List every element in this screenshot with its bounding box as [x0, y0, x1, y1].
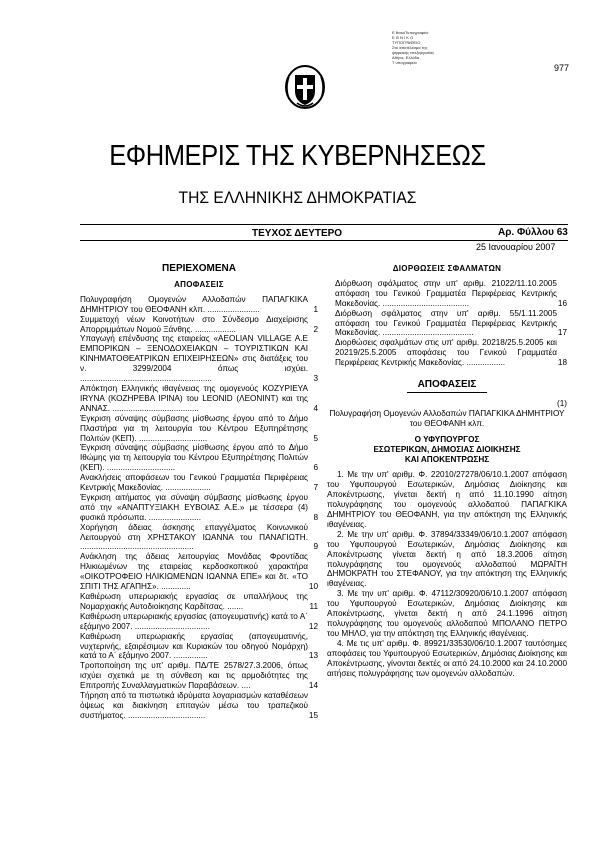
sheet-number: Αρ. Φύλλου 63: [498, 227, 568, 238]
contents-entry: [80, 552, 318, 592]
contents-entry-page: 15: [308, 710, 318, 720]
stamp-line: Αθήνα, Ελλάδα: [392, 55, 420, 60]
contents-entry: [80, 414, 318, 444]
contents-entry-page: 11: [309, 601, 318, 611]
contents-entry: [80, 661, 318, 691]
authority-line-3: ΚΑΙ ΑΠΟΚΕΝΤΡΩΣΗΣ: [404, 454, 490, 464]
contents-entry-page: 10: [308, 582, 318, 592]
contents-entry-page: 14: [308, 681, 318, 691]
decision-subject: Πολυγραφήση Ομογενών Αλλοδαπών ΠΑΠΑΓΚΙΚΑ ΔΗΜΗΤΡΙΟΥ του ΘΕΟΦΑΝΗ κλπ.: [329, 408, 565, 428]
stamp-line: Ε θνικόΤυπογραφείο: [392, 30, 429, 35]
page-number: 977: [554, 63, 570, 73]
contents-entry: [80, 523, 318, 553]
contents-entry-text: Τήρηση από τα πιστωτικά ιδρύματα λογαριασμών καταθέσεων όψεως και διακίνηση επιταγών μέσω του τραπεζικού συστήματος. ..................................: [80, 691, 308, 720]
authority-line-1: Ο ΥΦΥΠΟΥΡΓΟΣ: [414, 434, 480, 444]
contents-column: [80, 262, 318, 721]
correction-entry-text: Διόρθωση σφάλματος στην υπ' αριθμ. 21022/11.10.2005 απόφαση του Γενικού Γραμματέα Περιφέρειας Κεντρικής Μακεδονίας. ......................................: [335, 278, 557, 308]
contents-entry-page: 13: [308, 651, 318, 661]
contents-entry-page: 12: [308, 621, 318, 631]
decision-body: [327, 470, 567, 678]
contents-entry-text: Ανακλήσεις αποφάσεων του Γενικού Γραμματέα Περιφέρειας Κεντρικής Μακεδονίας. ....................: [80, 473, 308, 493]
issue-date: 25 Ιανουαρίου 2007: [476, 242, 556, 252]
contents-entry-page: 7: [313, 483, 318, 493]
correction-entry-text: Διορθώσεις σφαλμάτων στις υπ' αριθμ. 20218/25.5.2005 και 20219/25.5.2005 αποφάσεις του Γενικού Γραμματέα Περιφέρειας Κεντρικής Μακεδονίας. .................: [335, 338, 557, 368]
corrections-heading: ΔΙΟΡΘΩΣΕΙΣ ΣΦΑΛΜΑΤΩΝ: [392, 264, 502, 273]
decision-paragraph: 4. Με τις υπ' αριθμ. Φ. 89921/33530/06/10.1.2007 ταυτόσημες αποφάσεις του Υφυπουργού Εσωτερικών, Δημόσιας Διοίκησης και Αποκέντρωσης, γίνονται δεκτές οι από 24.10.2000 και 24.10.2000 αιτήσεις πολυγράφησης των ομογενών αλλοδαπών.: [327, 638, 567, 678]
contents-entry-text: Έγκριση σύναψης σύμβασης μίσθωσης έργου από το Δήμο Πλαστήρα για τη λειτουργία του Κέντρου Εξυπηρέτησης Πολιτών (ΚΕΠ). ..............................: [80, 413, 308, 443]
correction-entry-page: 18: [557, 358, 567, 368]
stamp-line: Ε Θ Ν Ι Κ Ο: [392, 35, 414, 40]
contents-entry-page: 8: [313, 512, 318, 522]
contents-entry-text: Ανάκληση της άδειας λειτουργίας Μονάδας Φροντίδας Ηλικιωμένων της εταιρείας κερδοσκοπικού χαρακτήρα «ΟΙΚΟΤΡΟΦΕΙΟ ΗΛΙΚΙΩΜΕΝΩΝ ΙΩΑΝΝΑ ΕΠΕ» και δτ. «ΤΟ ΣΠΙΤΙ ΤΗΣ ΑΓΑΠΗΣ». .............: [80, 552, 308, 592]
contents-entry-page: 2: [313, 324, 318, 334]
contents-entry: [80, 691, 318, 721]
issue-label: ΤΕΥΧΟΣ ΔΕΥΤΕΡΟ: [252, 228, 343, 239]
contents-entry-text: Συμμετοχή νέων Κοινοτήτων στο Σύνδεσμο Διαχείρισης Απορριμμάτων Νομού Ξάνθης. ..................: [80, 314, 308, 334]
contents-entry-text: Τροποποίηση της υπ' αριθμ. ΠΔ/ΤΕ 2578/27.3.2006, όπως ισχύει σχετικά με τη σύνθεση και τις αρμοδιότητες της Επιτροπής Συναλλαγματικών Παραβάσεων. ....: [80, 661, 308, 691]
contents-entry-page: 5: [313, 433, 318, 443]
contents-entry-text: Απόκτηση Ελληνικής ιθαγένειας της ομογενούς ΚΟΖΥΡΙΕΥΑ IRYNA (ΚΟΖΗΡΕΒΑ ΙΡΙΝΑ) του LEONID (ΛΕΟΝΙΝΤ) και της ΑΝΝΑΣ. ......................................: [80, 383, 308, 413]
correction-entry-page: 17: [557, 328, 567, 338]
decisions-underline: [407, 392, 487, 393]
contents-entry: [80, 443, 318, 473]
contents-entry: [80, 295, 318, 315]
correction-entry-text: Διόρθωση σφάλματος στην υπ' αριθμ. 55/1.11.2005 απόφαση του Γενικού Γραμματέα Περιφέρειας Κεντρικής Μακεδονίας. ........................................: [335, 308, 557, 338]
contents-entry: [80, 315, 318, 335]
contents-heading: ΠΕΡΙΕΧΟΜΕΝΑ: [162, 263, 236, 274]
contents-section-heading: ΑΠΟΦΑΣΕΙΣ: [174, 279, 224, 289]
contents-entry-text: Υπαγωγή επένδυσης της εταιρείας «AEOLIAN VILLAGE A.E ΕΜΠΟΡΙΚΩΝ – ΞΕΝΟΔΟΧΕΙΑΚΩΝ – ΤΟΥΡΙΣΤΙΚΩΝ ΚΑΙ ΚΙΝΗΜΑΤΟΘΕΑΤΡΙΚΩΝ ΕΠΙΧΕΙΡΗΣΕΩΝ» στις διατάξεις του ν. 3299/2004 όπως ισχύει. ..........................................................: [80, 334, 308, 384]
right-column: [327, 262, 567, 678]
corrections-list: [327, 279, 567, 368]
decisions-heading: ΑΠΟΦΑΣΕΙΣ: [417, 379, 477, 391]
contents-entry-page: 9: [313, 542, 318, 552]
contents-entry-page: 6: [313, 463, 318, 473]
contents-entry-text: Καθιέρωση υπερωριακής εργασίας σε υπαλλήλους της Νομαρχιακής Αυτοδιοίκησης Καρδίτσας. .......: [80, 592, 308, 611]
contents-entry: [80, 473, 318, 493]
correction-entry: [327, 338, 567, 368]
contents-entry-text: Έγκριση αιτήματος για σύναψη σύμβασης μίσθωσης έργου από την «ΑΝΑΠΤΥΞΙΑΚΗ ΕΥΒΟΙΑΣ Α.Ε.» με τέσσερα (4) φυσικά πρόσωπα. .......................: [80, 492, 308, 522]
decision-paragraph: 1. Με την υπ' αριθμ. Φ. 22010/27278/06/10.1.2007 απόφαση του Υφυπουργού Εσωτερικών, Δημόσιας Διοίκησης και Αποκέντρωσης, γίνεται δεκτή η από 11.10.1990 αίτηση πολυγράφησης του ομογενούς αλλοδαπού ΠΑΠΑΓΚΙΚΑ ΔΗΜΗΤΡΙΟΥ του ΘΕΟΦΑΝΗ, για την απόκτηση της Ελληνικής ιθαγένειας.: [327, 470, 567, 529]
contents-entry-text: Έγκριση σύναψης σύμβασης μίσθωσης έργου από το Δήμο Ιθώμης για τη λειτουργία του Κέντρου Εξυπηρέτησης Πολιτών (ΚΕΠ). ..............................: [80, 443, 308, 473]
contents-entry: [80, 592, 318, 612]
contents-entry-page: 4: [313, 403, 318, 413]
contents-entry: [80, 334, 318, 384]
contents-entry-text: Χορήγηση άδειας άσκησης επαγγέλματος Κοινωνικού Λειτουργού στη ΧΡΗΣΤΑΚΟΥ ΙΩΑΝΝΑ του ΠΑΝΑΓΙΩΤΗ. ..................................................: [80, 522, 308, 552]
gazette-title: ΕΦΗΜΕΡΙΣ ΤΗΣ ΚΥΒΕΡΝΗΣΕΩΣ: [109, 140, 486, 172]
contents-entry: [80, 384, 318, 414]
contents-entry-text: Καθιέρωση υπερωριακής εργασίας (απογευματινής, νυχτερινής, εξαιρέσιμων και Κυριακών του οδηγού Νομάρχη) κατά το Α΄ εξάμηνο 2007. ...............: [80, 631, 308, 661]
decision-number: (1): [556, 398, 567, 408]
top-rule: [80, 224, 568, 225]
contents-entry-page: 3: [313, 374, 318, 384]
correction-entry-page: 16: [557, 298, 567, 308]
correction-entry: [327, 279, 567, 309]
contents-entry-text: Πολυγραφήση Ομογενών Αλλοδαπών ΠΑΠΑΓΚΙΚΑ ΔΗΜΗΤΡΙΟΥ του ΘΕΟΦΑΝΗ κλπ. .......................: [80, 294, 308, 314]
contents-entry: [80, 612, 318, 632]
gazette-subtitle: ΤΗΣ ΕΛΛΗΝΙΚΗΣ ΔΗΜΟΚΡΑΤΙΑΣ: [178, 188, 417, 207]
greek-coat-of-arms-icon: [283, 63, 327, 111]
contents-list: [80, 295, 318, 721]
stamp-line: Τ υπογραφείο: [392, 60, 417, 65]
stamp-line: ψηφιακής επεξεργασίας: [392, 50, 435, 55]
printer-stamp: [392, 30, 474, 65]
decision-paragraph: 3. Με την υπ' αριθμ. Φ. 47112/30920/06/10.1.2007 απόφαση του Υφυπουργού Εσωτερικών, Δημόσιας Διοίκησης και Αποκέντρωσης, γίνεται δεκτή η από 24.1.1996 αίτηση πολυγράφησης του ομογενούς αλλοδαπού ΜΠΟΛΑΝΟ ΠΕΤΡΟ του ΜΗΛΟ, για την απόκτηση της Ελληνικής ιθαγένειας.: [327, 589, 567, 638]
correction-entry: [327, 309, 567, 339]
contents-entry: [80, 493, 318, 523]
stamp-line: ΤΥΠΟΓΡΑΦΕΙΟ: [392, 40, 421, 45]
decision-paragraph: 2. Με την υπ' αριθμ. Φ. 37894/33349/06/10.1.2007 απόφαση του Υφυπουργού Εσωτερικών, Δημόσιας Διοίκησης και Αποκέντρωσης γίνεται δεκτή η από 18.3.2006 αίτηση πολυγράφησης του ομογενούς αλλοδαπού ΜΩΡΑΪΤΗ ΔΗΜΟΚΡΑΤΗ του ΣΤΕΦΑΝΟΥ, για την απόκτηση της Ελληνικής ιθαγένειας.: [327, 529, 567, 589]
authority-line-2: ΕΣΩΤΕΡΙΚΩΝ, ΔΗΜΟΣΙΑΣ ΔΙΟΙΚΗΣΗΣ: [373, 444, 521, 454]
contents-entry: [80, 632, 318, 662]
stamp-line: Στο αποτέλεσμα της: [392, 45, 428, 50]
issue-rule: [80, 240, 568, 241]
contents-entry-page: 1: [313, 304, 318, 314]
contents-entry-text: Καθιέρωση υπερωριακής εργασίας (απογευματινής) κατά το Α΄ εξάμηνο 2007. .................................: [80, 611, 308, 631]
